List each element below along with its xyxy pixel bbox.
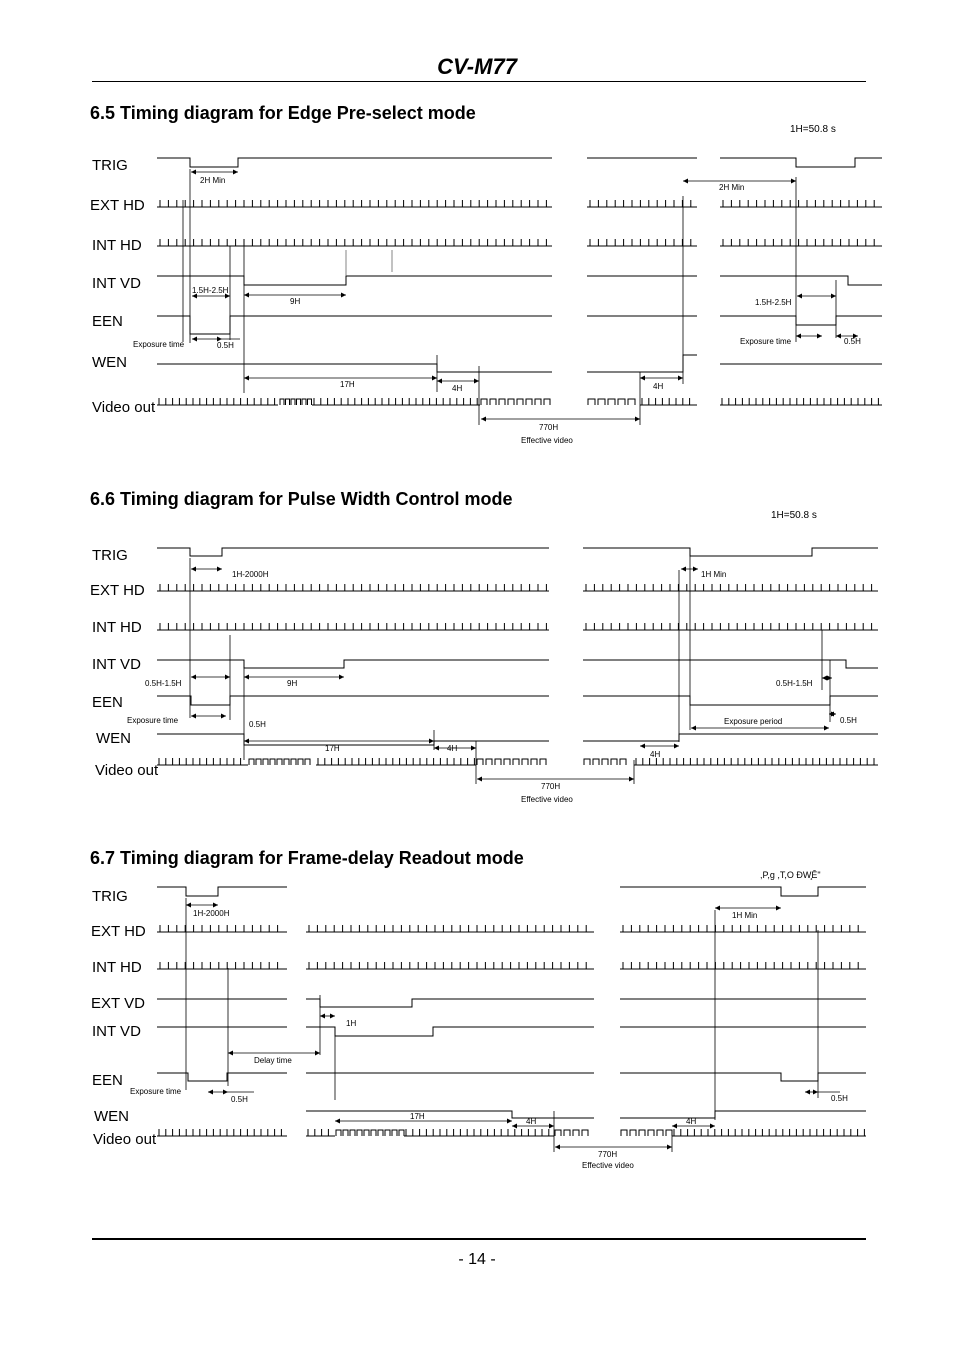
s1-video-effective-b [588,399,635,405]
s2-dim-17h-arrow-left [244,739,249,744]
s1-dim-vd-delay-b-arrow-right [831,294,836,299]
s3-video-effective-b [621,1130,672,1136]
s3-video-d [672,1129,866,1136]
s3-dim-17h-arrow-left [335,1119,340,1124]
s3-wen-c [620,1111,866,1118]
s1-een-a [157,316,552,334]
s1-ann-4h-b: 4H [653,382,664,391]
s1-video-b [312,398,480,405]
s3-dim-4h-b-arrow-right [710,1124,715,1129]
s3-ext-hd-b [306,925,594,932]
s3-int-hd-b [306,962,594,969]
s1-dim-2h-min-a-arrow-left [191,170,196,175]
s1-label-een: EEN [92,313,123,330]
s3-dim-770h-arrow-right [667,1145,672,1150]
s1-video-effective-a [481,399,550,405]
s1-int-hd-c [720,239,882,246]
s1-dim-exposure-b-arrow-left [796,334,801,339]
s3-int-vd-b [306,1027,594,1036]
s2-ann-effective-video: Effective video [521,795,573,804]
s3-ann-17h: 17H [410,1112,425,1121]
s2-wen-a [157,734,549,745]
s2-wen-b [583,734,878,741]
s1-dim-0-5h-b-arrow-left [836,334,841,339]
s3-ext-hd-c [620,925,866,932]
s1-wen-b [587,355,697,372]
s1-dim-vd-delay-a-arrow-right [225,294,230,299]
s3-label-trig: TRIG [92,888,128,905]
s1-ann-2h-min-a: 2H Min [200,176,226,185]
s3-video-idle-blocks [336,1130,404,1136]
s2-dim-4h-b-arrow-right [674,744,679,749]
s2-ann-770h: 770H [541,782,561,791]
s2-dim-770h-arrow-right [629,777,634,782]
s3-dim-0-5h-b-arrow-right [813,1090,818,1095]
s3-dim-exposure-arrow-left [208,1090,213,1095]
s2-dim-1h-2000h-arrow-right [217,567,222,572]
s2-video-b [316,758,476,765]
s1-ann-9h: 9H [290,297,301,306]
s2-trig-a [157,548,549,556]
s1-trig-wave-a [157,158,552,167]
s1-dim-9h-arrow-right [341,293,346,298]
s1-ann-int-vd-delay-a: 1.5H-2.5H [192,286,229,295]
section-6-7-scale-note: ,P,g ,T,O ĐW̧Ê" [760,870,821,880]
s2-waveforms [157,548,878,784]
s2-dim-exposure-period-arrow-right [824,726,829,731]
s2-video-effective-b [584,759,626,765]
s2-dim-vd-delay-a-arrow-left [191,675,196,680]
s1-label-int-vd: INT VD [92,275,141,292]
s1-ann-exposure-time-a: Exposure time [133,340,185,349]
s2-ann-4h-b: 4H [650,750,661,759]
s3-trig-a [157,887,287,896]
s1-dim-17h-arrow-left [244,376,249,381]
s3-trig-b [620,887,866,896]
s3-dim-4h-a-arrow-right [549,1124,554,1129]
s3-waveforms [157,887,866,1152]
s1-ann-0-5h-b: 0.5H [844,337,861,346]
s2-label-int-hd: INT HD [92,619,142,636]
s3-label-ext-hd: EXT HD [91,923,146,940]
s1-int-vd-a [157,276,552,285]
s3-label-wen: WEN [94,1108,129,1125]
s3-label-ext-vd: EXT VD [91,995,145,1012]
s1-ext-hd-b [587,200,697,207]
s3-video-effective-a [555,1130,588,1136]
s1-int-hd-b [587,239,697,246]
s2-video-c [634,758,878,765]
s3-ext-hd-a [157,925,287,932]
s1-dim-770h-arrow-right [635,417,640,422]
s3-ann-4h-b: 4H [686,1117,697,1126]
s1-dim-4h-a-arrow-right [474,379,479,384]
s2-video-a [157,758,248,765]
s3-dim-4h-b-arrow-left [672,1124,677,1129]
s2-ann-vd-delay-b: 0.5H-1.5H [776,679,813,688]
s3-video-a [157,1129,287,1136]
s1-dim-exposure-b-arrow-right [817,334,822,339]
s3-int-hd-a [157,962,287,969]
section-6-5-scale-note: 1H=50.8 s [790,124,836,135]
s2-dim-4h-a-arrow-right [471,746,476,751]
s2-trig-b [583,548,878,556]
s3-ann-1h: 1H [346,1019,357,1028]
s3-dim-0-5h-b-arrow-left [805,1090,810,1095]
s2-ann-0-5h-a: 0.5H [249,720,266,729]
s1-dim-2h-min-b-arrow-left [683,179,688,184]
s3-ann-770h: 770H [598,1150,618,1159]
s3-ext-vd-b [306,999,594,1007]
s1-int-vd-c [720,276,882,285]
s1-dim-770h-arrow-left [481,417,486,422]
s2-dim-9h-arrow-left [244,675,249,680]
s1-video-idle-blocks [280,399,312,405]
s3-ann-effective-video: Effective video [582,1161,634,1170]
s2-ann-9h: 9H [287,679,298,688]
s3-dim-delay-time-arrow-left [228,1051,233,1056]
s1-waveforms [157,158,882,425]
page-number: - 14 - [458,1251,496,1268]
s3-dim-1h-arrow-left [320,1014,325,1019]
s1-label-video-out: Video out [92,399,156,416]
s3-ann-exposure-time: Exposure time [130,1087,182,1096]
s2-ann-0-5h-b: 0.5H [840,716,857,725]
s2-een-a [157,696,549,705]
s2-ann-1h-min: 1H Min [701,570,727,579]
s2-ext-hd-a [157,584,549,591]
s1-ext-hd-c [720,200,882,207]
s2-dim-9h-arrow-right [339,675,344,680]
s3-int-hd-c [620,962,866,969]
s1-label-int-hd: INT HD [92,237,142,254]
s2-int-hd-a [157,623,549,630]
s1-dim-0-5h-b-arrow-right [853,334,858,339]
s1-dim-4h-a-arrow-left [437,379,442,384]
s1-dim-2h-min-a-arrow-right [233,170,238,175]
s2-dim-vd-delay-a-arrow-right [225,675,230,680]
s1-trig-wave-c [720,158,882,167]
s1-een-c [720,316,882,325]
s3-dim-4h-a-arrow-left [512,1124,517,1129]
s2-int-vd-a [157,660,549,668]
s1-dim-vd-delay-a-arrow-left [192,294,197,299]
s2-video-idle-blocks [249,759,310,765]
s2-ann-exposure-time: Exposure time [127,716,179,725]
s2-dim-1h-min-arrow-right [693,567,698,572]
s1-label-trig: TRIG [92,157,128,174]
s3-dim-1h-min-arrow-right [776,906,781,911]
s2-ext-hd-b [583,584,878,591]
s2-dim-1h-2000h-arrow-left [191,567,196,572]
s2-dim-vd-delay-b-arrow-left [822,676,827,681]
s2-dim-4h-b-arrow-left [640,744,645,749]
s3-dim-1h-2000h-arrow-right [213,903,218,908]
s2-ann-1h-2000h: 1H-2000H [232,570,269,579]
s1-dim-17h-arrow-right [432,376,437,381]
s1-dim-exposure-a-arrow-left [192,337,197,342]
s3-dim-17h-arrow-right [507,1119,512,1124]
section-6-5-title: 6.5 Timing diagram for Edge Pre-select mode [90,103,476,123]
s3-dim-delay-time-arrow-right [315,1051,320,1056]
document-title: CV-M77 [437,54,517,79]
s2-dim-exposure-period-arrow-left [691,726,696,731]
s3-wen-b [306,1111,594,1118]
s2-dim-17h-arrow-right [429,739,434,744]
s3-ann-delay-time: Delay time [254,1056,292,1065]
s3-een-a [157,1073,287,1081]
s3-video-b [306,1129,335,1136]
s2-video-effective-a [477,759,546,765]
s2-int-hd-b [583,623,878,630]
section-6-6-title: 6.6 Timing diagram for Pulse Width Control mode [90,489,513,509]
s3-dim-770h-arrow-left [555,1145,560,1150]
s1-ann-2h-min-b: 2H Min [719,183,745,192]
s2-label-wen: WEN [96,730,131,747]
s2-dim-770h-arrow-left [477,777,482,782]
s1-dim-4h-b-arrow-right [678,376,683,381]
s1-label-ext-hd: EXT HD [90,197,145,214]
s2-dim-4h-a-arrow-left [434,746,439,751]
s1-ann-4h-a: 4H [452,384,463,393]
s3-label-int-hd: INT HD [92,959,142,976]
s2-ann-17h: 17H [325,744,340,753]
s2-dim-1h-min-arrow-left [681,567,686,572]
s2-label-een: EEN [92,694,123,711]
s1-ext-hd-a [157,200,552,207]
s1-dim-9h-arrow-left [244,293,249,298]
s3-ann-0-5h-a: 0.5H [231,1095,248,1104]
s3-label-int-vd: INT VD [92,1023,141,1040]
s2-dim-exposure-a-arrow-right [221,714,226,719]
s1-ann-0-5h-a: 0.5H [217,341,234,350]
s2-label-int-vd: INT VD [92,656,141,673]
s2-ann-vd-delay-a: 0.5H-1.5H [145,679,182,688]
s1-dim-2h-min-b-arrow-right [791,179,796,184]
section-6-6-scale-note: 1H=50.8 s [771,510,817,521]
s2-een-b [583,696,878,705]
section-6-7-title: 6.7 Timing diagram for Frame-delay Readout mode [90,848,524,868]
s3-dim-1h-arrow-right [330,1014,335,1019]
s1-video-d [720,398,882,405]
s3-label-video-out: Video out [93,1131,157,1148]
s1-int-hd-a [157,239,552,246]
s1-video-c [640,398,697,405]
s1-dim-vd-delay-b-arrow-left [797,294,802,299]
s3-ann-1h-min: 1H Min [732,911,758,920]
s2-label-ext-hd: EXT HD [90,582,145,599]
s1-ann-effective-video: Effective video [521,436,573,445]
s1-ann-int-vd-delay-b: 1.5H-2.5H [755,298,792,307]
s1-ann-770h: 770H [539,423,559,432]
s1-ann-17h: 17H [340,380,355,389]
s2-label-video-out: Video out [95,762,159,779]
s3-ann-4h-a: 4H [526,1117,537,1126]
s2-ann-4h-a: 4H [447,744,458,753]
s1-label-wen: WEN [92,354,127,371]
s3-ann-1h-2000h: 1H-2000H [193,909,230,918]
s3-ann-0-5h-b: 0.5H [831,1094,848,1103]
s1-video-a [157,398,278,405]
s2-dim-exposure-a-arrow-left [191,714,196,719]
s2-dim-vd-delay-b-arrow-right [827,676,832,681]
s1-ann-exposure-time-b: Exposure time [740,337,792,346]
s1-dim-exposure-a-arrow-right [217,337,222,342]
s3-dim-1h-min-arrow-left [715,906,720,911]
s3-video-c [404,1129,554,1136]
s1-dim-4h-b-arrow-left [640,376,645,381]
s1-wen-a [157,364,552,372]
s3-een-c [620,1073,866,1081]
s2-ann-exposure-period: Exposure period [724,717,783,726]
s3-label-een: EEN [92,1072,123,1089]
s2-label-trig: TRIG [92,547,128,564]
s3-dim-1h-2000h-arrow-left [186,903,191,908]
s3-dim-exposure-arrow-right [223,1090,228,1095]
s2-int-vd-b [583,660,878,668]
